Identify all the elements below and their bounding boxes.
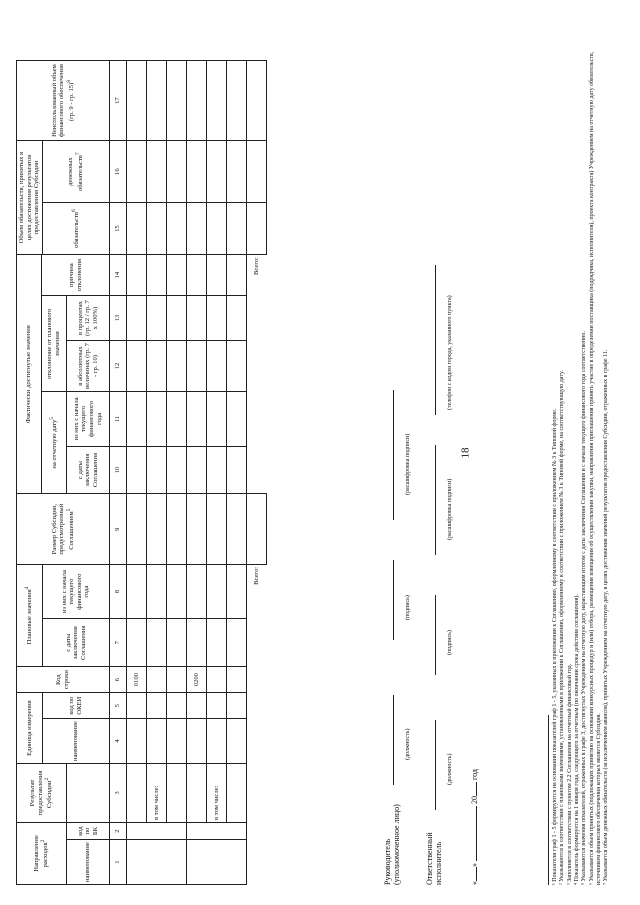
head-sign-line[interactable] (393, 560, 394, 640)
table-row (167, 61, 187, 885)
executor-signature-block (425, 832, 443, 885)
footnote-rule (548, 715, 549, 885)
executor-sign-line[interactable] (435, 595, 436, 675)
subheader-result-empty (67, 764, 110, 823)
subsubheader-from-agreement: с даты заключения Соглашения (67, 446, 110, 494)
executor-decode-line[interactable] (435, 445, 436, 555)
report-table (16, 60, 267, 885)
head-signature-block (383, 804, 401, 885)
header-fact: Фактически достигнутые значения (17, 255, 42, 494)
col-num: 13 (110, 296, 127, 341)
executor-label-sub: исполнитель (434, 841, 443, 885)
caption-decode: (расшифровка подписи) (447, 478, 453, 540)
table-row (207, 61, 227, 885)
subheader-money-obligations: денежных обязательств$^7$ (42, 141, 109, 203)
total-label: Всего: (252, 257, 260, 276)
subheader-bk-code: код по БК (67, 822, 110, 839)
line-code-cell: 0200 (187, 667, 207, 693)
header-unused: Неиспользованный объем финансового обеспечения (гр. 9 - гр. 15)$^8$ (17, 61, 110, 141)
col-num: 5 (110, 693, 127, 719)
footnote: ⁷ Указывается объем денежных обязательств (за исключением авансов), принятых Учреждением на отчетную дату, в целях достижения значений результатов предоставления Субсидии, отраженных в графе 11. (603, 349, 610, 885)
subheader-deviation: отклонение от планового значения (42, 296, 67, 392)
subsubheader-pct: в процентах (гр. 12 / гр. 7 x 100%) (67, 296, 110, 341)
header-direction: Направление расходов$^2$ (17, 822, 67, 884)
subheader-reason: причина отклонения (42, 255, 110, 296)
col-num: 9 (110, 494, 127, 564)
subheader-unit-name: наименование (42, 719, 109, 764)
footnote: ² Указываются в соответствии с плановыми значениями, установленными в приложении к Соглашению, оформленному в соответствии с приложением № 3 к Типовой форме, на соответствующую дату. (559, 370, 566, 885)
col-num: 11 (110, 392, 127, 446)
col-num: 2 (110, 822, 127, 839)
col-num: 16 (110, 141, 127, 203)
footnote: ⁵ Указываются значения показателей, отраженных в графе 3, достигнутых Учреждением на отчетную дату, нарастающим итогом с даты заключения Соглашения и с начала текущего финансового года соответственно. (581, 331, 588, 885)
subsubheader-abs: в абсолютных величинах (гр. 7 - гр. 10) (67, 340, 110, 391)
footnote: ⁴ Показатель формируется на 1 января года, следующего за отчетным (по окончании срока действия соглашения). (573, 594, 580, 885)
subheader-direction-name: наименование (67, 840, 110, 885)
executor-label: Ответственный (425, 832, 434, 885)
footnote: ³ Заполняется в соответствии с пунктом 2.2 Соглашения на отчетный финансовый год. (566, 663, 573, 885)
column-number-row (110, 61, 127, 885)
subheader-plan-from-agreement: с даты заключения Соглашения (42, 619, 109, 667)
col-num: 6 (110, 667, 127, 693)
date-line: «» 20 год (470, 769, 479, 885)
total-label: Всего: (252, 566, 260, 585)
executor-phone-line[interactable] (435, 265, 436, 415)
footnotes (548, 45, 611, 885)
subheader-obligations: обязательств$^6$ (42, 203, 109, 255)
col-num: 14 (110, 255, 127, 296)
subheader-fact-on-date: на отчетную дату$^5$ (42, 392, 67, 494)
head-label-sub: (уполномоченное лицо) (392, 804, 401, 885)
table-row (127, 61, 147, 885)
subheader-okei: код по ОКЕИ (42, 693, 109, 719)
header-subsidy-size: Размер Субсидии, предусмотренный Соглашением$^5$ (17, 494, 110, 564)
header-obligations: Объем обязательств, принятых в целях достижения результатов предоставления Субсидии (17, 141, 43, 255)
col-num: 15 (110, 203, 127, 255)
footnote: ⁶ Указывается объем принятых (подлежащих принятию на основании конкурсных процедур и (или) отбора, размещения извещения об осуществлении закупки, направления приглашения принять участие в определении поставщика (подрядчика, исполнителя), проекта контракта) Учреждением на отчетную дату обязательств, источником финансового обеспечения которых является Субсидия. (588, 51, 602, 885)
caption-position: (должность) (405, 728, 411, 760)
table-row (227, 61, 247, 885)
head-decode-line[interactable] (393, 390, 394, 520)
col-num: 3 (110, 764, 127, 823)
page-number: 18 (459, 447, 472, 459)
caption-decode: (расшифровка подписи) (405, 433, 411, 495)
col-num: 17 (110, 61, 127, 141)
header-unit: Единица измерения (17, 693, 43, 764)
col-num: 4 (110, 719, 127, 764)
col-num: 12 (110, 340, 127, 391)
col-num: 1 (110, 840, 127, 885)
line-code-cell: 0100 (127, 667, 147, 693)
subheader-plan-from-year: из них с начала текущего финансового года (42, 564, 109, 618)
in-total-label: в том числе: (147, 764, 167, 823)
caption-sign: (подпись) (405, 595, 411, 620)
table-row (187, 61, 207, 885)
header-line-code: Код строки (17, 667, 110, 693)
footnote: ¹ Показатели граф 1 - 5 формируются на основании показателей граф 1 - 5, указанных в приложении к Соглашению, оформленному в соответствии с приложением № 3 к Типовой форме. (552, 408, 558, 885)
executor-position-line[interactable] (435, 720, 436, 810)
col-num: 8 (110, 564, 127, 618)
table-row (147, 61, 167, 885)
col-num: 10 (110, 446, 127, 494)
in-total-label: в том числе: (207, 764, 227, 823)
header-plan: Плановые значения$^4$ (17, 564, 43, 666)
head-label: Руководитель (383, 838, 392, 885)
caption-sign: (подпись) (447, 630, 453, 655)
total-row (247, 61, 267, 885)
subsubheader-from-year: из них с начала текущего финансового года (67, 392, 110, 446)
caption-phone: (телефон с кодом города, указанного пункта) (447, 295, 453, 410)
caption-position: (должность) (447, 753, 453, 785)
head-position-line[interactable] (393, 695, 394, 785)
header-result: Результат предоставления Субсидии$^2$ (17, 764, 67, 823)
col-num: 7 (110, 619, 127, 667)
